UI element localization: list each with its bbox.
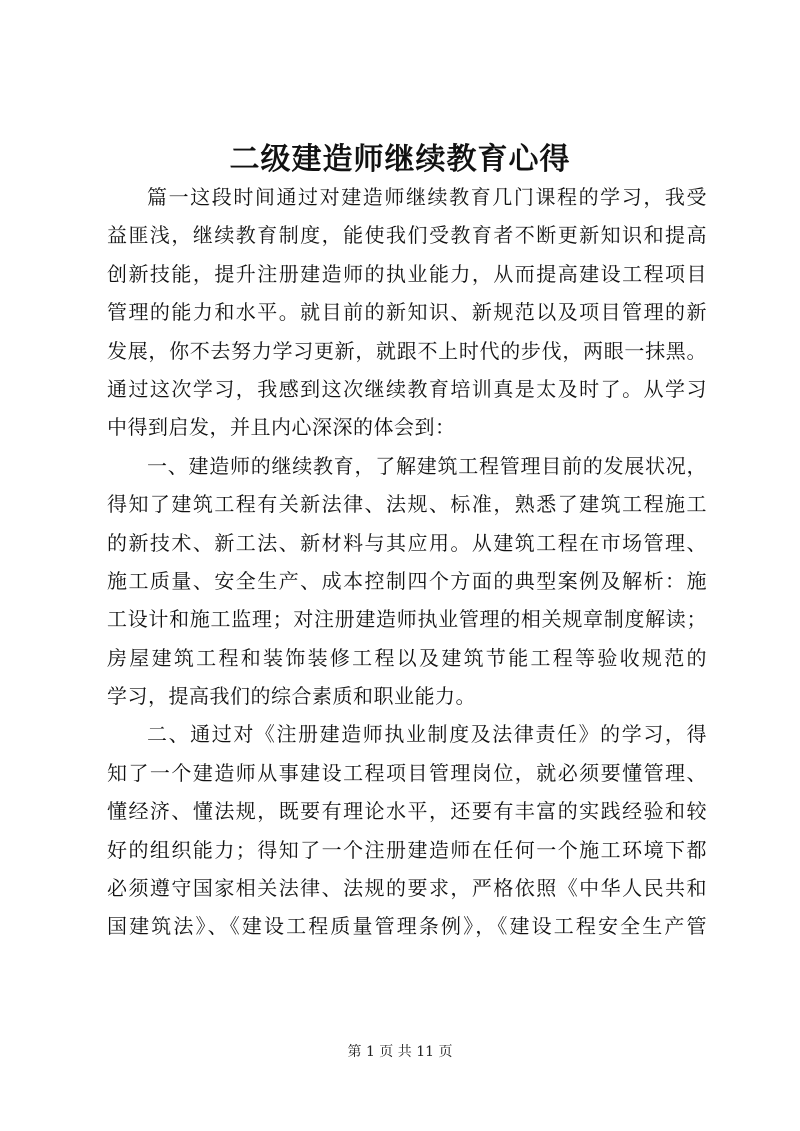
page-number-footer: 第 1 页 共 11 页 [347,1044,453,1060]
text-line: 中得到启发，并且内心深深的体会到： [107,415,456,440]
text-line: 篇一这段时间通过对建造师继续教育几门课程的学习，我受 [147,185,707,209]
text-line: 发展，你不去努力学习更新，就跟不上时代的步伐，两眼一抹黑。 [107,338,707,363]
text-line: 一、建造师的继续教育，了解建筑工程管理目前的发展状况， [147,453,707,478]
text-line: 房屋建筑工程和装饰装修工程以及建筑节能工程等验收规范的 [107,645,707,670]
text-line: 通过这次学习，我感到这次继续教育培训真是太及时了。从学习 [107,376,707,401]
paragraph-1 [107,178,707,447]
text-line: 管理的能力和水平。就目前的新知识、新规范以及项目管理的新 [107,300,707,325]
text-line: 工设计和施工监理；对注册建造师执业管理的相关规章制度解读； [107,607,707,632]
document-title: 二级建造师继续教育心得 [229,142,571,177]
document-body [107,178,707,946]
text-line: 国建筑法》、《建设工程质量管理条例》，《建设工程安全生产管 [107,914,707,939]
text-line: 二、通过对《注册建造师执业制度及法律责任》的学习，得 [147,722,707,747]
text-line: 知了一个建造师从事建设工程项目管理岗位，就必须要懂管理、 [107,760,707,785]
text-line: 的新技术、新工法、新材料与其应用。从建筑工程在市场管理、 [107,530,707,555]
paragraph-3 [107,715,707,945]
text-line: 创新技能，提升注册建造师的执业能力，从而提高建设工程项目 [107,261,707,286]
text-line: 施工质量、安全生产、成本控制四个方面的典型案例及解析：施 [107,568,707,593]
text-line: 必须遵守国家相关法律、法规的要求，严格依照《中华人民共和 [107,876,707,901]
text-line: 学习，提高我们的综合素质和职业能力。 [107,684,476,709]
text-line: 得知了建筑工程有关新法律、法规、标准，熟悉了建筑工程施工 [107,492,707,517]
text-line: 好的组织能力；得知了一个注册建造师在任何一个施工环境下都 [107,837,707,862]
text-line: 益匪浅，继续教育制度，能使我们受教育者不断更新知识和提高 [107,223,707,248]
paragraph-2 [107,447,707,716]
text-line: 懂经济、懂法规，既要有理论水平，还要有丰富的实践经验和较 [107,799,707,824]
